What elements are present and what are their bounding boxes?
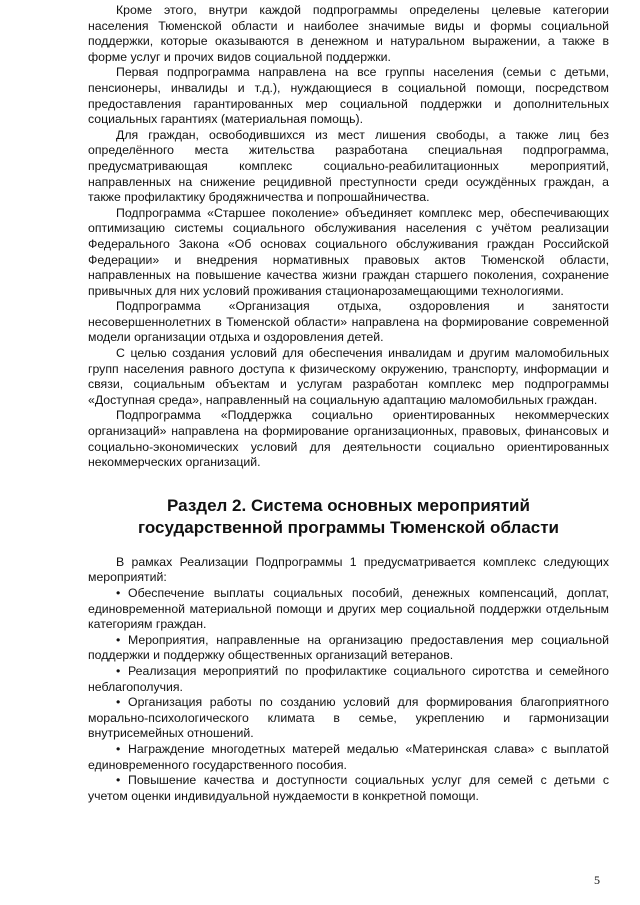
bullet-icon: • — [116, 695, 121, 710]
paragraph-nonprofit-support: Подпрограмма «Поддержка социально ориентированных некоммерческих организаций» направлена на формирование организационных, правовых, финансовых и социально-экономических условий для деятельности социально ориентированных некоммерческих организаций. — [88, 408, 609, 470]
list-item-text: Повышение качества и доступности социальных услуг для семей с детьми с учетом оценки индивидуальной нуждаемости в конкретной помощи. — [88, 773, 609, 803]
list-item — [88, 664, 609, 695]
paragraph-released-citizens: Для граждан, освободившихся из мест лишения свободы, а также лиц без определённого места жительства разработана специальная подпрограмма, предусматривающая комплекс социально-реабилитационных мероприятий, направленных на снижение рецидивной преступности среди осуждённых граждан, а также профилактику бродяжничества и попрошайничества. — [88, 127, 609, 205]
list-item-text: Награждение многодетных матерей медалью «Материнская слава» с выплатой единовременного государственного пособия. — [88, 741, 609, 772]
paragraph-accessible-environment: С целью создания условий для обеспечения инвалидам и другим маломобильных групп населения равного доступа к физическому окружению, транспорту, информации и связи, социальным объектам и услугам разработан комплекс мер подпрограммы «Доступная среда», направленный на социальную адаптацию маломобильных граждан. — [88, 346, 609, 407]
section-heading-line-2: государственной программы Тюменской области — [137, 517, 560, 537]
page-content — [88, 3, 609, 804]
list-item-text: Мероприятия, направленные на организацию предоставления мер социальной поддержки и поддержку общественных организаций ветеранов. — [88, 632, 609, 663]
list-item — [88, 742, 609, 773]
list-item — [88, 695, 609, 742]
list-item — [88, 773, 609, 804]
section-heading — [88, 495, 609, 539]
section-heading-line-1: Раздел 2. Система основных мероприятий — [167, 495, 530, 515]
list-item-text: Реализация мероприятий по профилактике социального сиротства и семейного неблагополучия. — [88, 663, 609, 694]
bullet-icon: • — [116, 663, 121, 678]
list-item-text: Обеспечение выплаты социальных пособий, денежных компенсаций, доплат, единовременной материальной помощи и других мер социальной поддержки отдельным категориям граждан. — [88, 586, 609, 632]
list-item-text: Организация работы по созданию условий для формирования благоприятного морально-психологического климата в семье, укреплению и гармонизации внутрисемейных отношений. — [88, 695, 609, 741]
list-item — [88, 633, 609, 664]
bullet-icon: • — [116, 632, 121, 647]
intro-paragraph: В рамках Реализации Подпрограммы 1 предусматривается комплекс следующих мероприятий: — [88, 554, 609, 585]
paragraph-older-generation: Подпрограмма «Старшее поколение» объединяет комплекс мер, обеспечивающих оптимизацию системы социального обслуживания населения с учётом реализации Федерального Закона «Об основах социального обслуживания граждан Российской Федерации» и внедрения нормативных правовых актов Тюменской области, направленных на повышение качества жизни граждан старшего поколения, сохранение привычных для них условий проживания стационарозамещающими технологиями. — [88, 205, 609, 298]
bullet-icon: • — [116, 586, 121, 600]
paragraph-children-recreation: Подпрограмма «Организация отдыха, оздоровления и занятости несовершеннолетних в Тюменской области» направлена на формирование современной модели организации отдыха и оздоровления детей. — [88, 299, 609, 345]
paragraph-target-categories: Кроме этого, внутри каждой подпрограммы определены целевые категории населения Тюменской области и наиболее значимые виды и формы социальной поддержки, которые оказываются в денежном и натуральном выражении, а также в форме услуг и прочих видов социальной поддержки. — [88, 3, 609, 64]
page-number: 5 — [594, 873, 600, 887]
paragraph-first-subprogram: Первая подпрограмма направлена на все группы населения (семьи с детьми, пенсионеры, инвалиды и т.д.), нуждающиеся в социальной помощи, посредством предоставления гарантированных мер социальной поддержки и дополнительных социальных гарантиях (материальная помощь). — [88, 65, 609, 127]
list-item — [88, 586, 609, 633]
bullet-icon: • — [116, 773, 121, 788]
bullet-icon: • — [116, 741, 121, 756]
